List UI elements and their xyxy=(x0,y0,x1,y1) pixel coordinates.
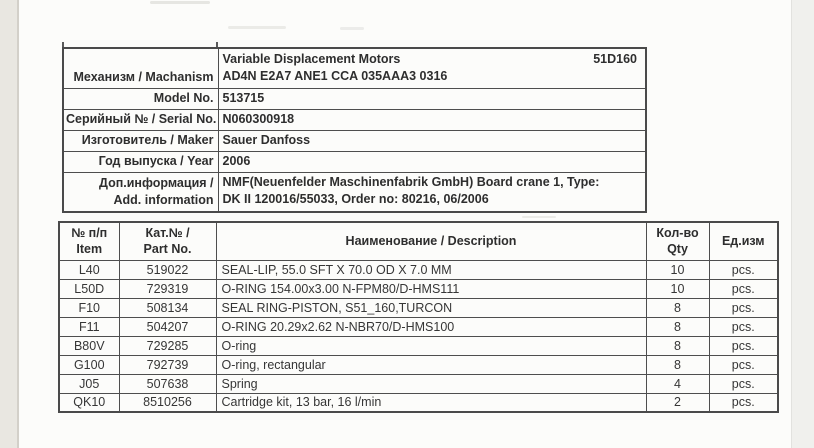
table-row xyxy=(59,393,778,412)
part-header-ru: Кат.№ / xyxy=(145,226,190,241)
description-cell: SEAL-LIP, 55.0 SFT X 70.0 OD X 7.0 MM xyxy=(216,260,646,279)
qty-cell: 10 xyxy=(646,279,709,298)
parts-list-table xyxy=(58,221,779,413)
add-info-value-line2: DK II 120016/55033, Order no: 80216, 06/2006 xyxy=(222,192,489,207)
description-cell: O-ring xyxy=(216,336,646,355)
item-cell: G100 xyxy=(59,355,119,374)
info-row-mechanism xyxy=(63,48,646,88)
part-no-cell: 504207 xyxy=(119,317,216,336)
info-row-model xyxy=(63,88,646,109)
machine-info-table xyxy=(62,47,647,213)
qty-cell: 8 xyxy=(646,317,709,336)
col-header-description: Наименование / Description xyxy=(216,222,646,260)
item-cell: F11 xyxy=(59,317,119,336)
unit-cell: pcs. xyxy=(709,298,778,317)
add-info-value xyxy=(218,172,646,212)
col-header-part-no xyxy=(119,222,216,260)
scan-artifact xyxy=(340,27,364,30)
item-cell: QK10 xyxy=(59,393,119,412)
table-row xyxy=(59,317,778,336)
add-info-label-ru: Доп.информация / xyxy=(99,176,214,190)
serial-value: N060300918 xyxy=(218,109,646,130)
unit-cell: pcs. xyxy=(709,317,778,336)
scan-left-margin xyxy=(0,0,19,448)
unit-cell: pcs. xyxy=(709,336,778,355)
description-cell: O-RING 154.00x3.00 N-FPM80/D-HMS111 xyxy=(216,279,646,298)
unit-cell: pcs. xyxy=(709,279,778,298)
description-cell: Cartridge kit, 13 bar, 16 l/min xyxy=(216,393,646,412)
scan-artifact xyxy=(522,216,556,218)
part-no-cell: 792739 xyxy=(119,355,216,374)
description-cell: O-ring, rectangular xyxy=(216,355,646,374)
qty-cell: 8 xyxy=(646,298,709,317)
item-cell: J05 xyxy=(59,374,119,393)
unit-cell: pcs. xyxy=(709,374,778,393)
part-no-cell: 519022 xyxy=(119,260,216,279)
parts-header-row xyxy=(59,222,778,260)
table-row xyxy=(59,336,778,355)
model-value: 513715 xyxy=(218,88,646,109)
add-info-label xyxy=(63,172,218,212)
table-row xyxy=(59,355,778,374)
info-row-year xyxy=(63,151,646,172)
part-no-cell: 508134 xyxy=(119,298,216,317)
scan-artifact xyxy=(150,1,210,4)
add-info-label-en: Add. information xyxy=(113,193,214,207)
unit-cell: pcs. xyxy=(709,393,778,412)
maker-value: Sauer Danfoss xyxy=(218,130,646,151)
info-row-add-info xyxy=(63,172,646,212)
qty-cell: 2 xyxy=(646,393,709,412)
description-cell: O-RING 20.29x2.62 N-NBR70/D-HMS100 xyxy=(216,317,646,336)
scan-right-margin xyxy=(791,0,814,448)
description-cell: SEAL RING-PISTON, S51_160,TURCON xyxy=(216,298,646,317)
qty-cell: 8 xyxy=(646,355,709,374)
info-row-maker xyxy=(63,130,646,151)
motor-model-code: AD4N E2A7 ANE1 CCA 035AAA3 0316 xyxy=(222,68,448,83)
col-header-item xyxy=(59,222,119,260)
table-row xyxy=(59,279,778,298)
part-header-en: Part No. xyxy=(143,242,192,257)
info-row-serial xyxy=(63,109,646,130)
year-label: Год выпуска / Year xyxy=(63,151,218,172)
mechanism-value xyxy=(218,48,646,88)
qty-cell: 4 xyxy=(646,374,709,393)
motor-type-text: Variable Displacement Motors xyxy=(222,51,401,66)
unit-cell: pcs. xyxy=(709,260,778,279)
year-value: 2006 xyxy=(218,151,646,172)
qty-header-ru: Кол-во xyxy=(656,226,699,241)
item-cell: L40 xyxy=(59,260,119,279)
part-no-cell: 729285 xyxy=(119,336,216,355)
item-header-ru: № п/п xyxy=(71,226,108,241)
col-header-unit: Ед.изм xyxy=(709,222,778,260)
maker-label: Изготовитель / Maker xyxy=(63,130,218,151)
scan-artifact xyxy=(228,26,286,29)
table-row xyxy=(59,260,778,279)
item-cell: B80V xyxy=(59,336,119,355)
table-row xyxy=(59,374,778,393)
item-header-en: Item xyxy=(76,242,103,257)
part-no-cell: 507638 xyxy=(119,374,216,393)
table-row xyxy=(59,298,778,317)
add-info-value-line1: NMF(Neuenfelder Maschinenfabrik GmbH) Board crane 1, Type: xyxy=(222,175,600,190)
item-cell: F10 xyxy=(59,298,119,317)
qty-cell: 8 xyxy=(646,336,709,355)
col-header-qty xyxy=(646,222,709,260)
item-cell: L50D xyxy=(59,279,119,298)
part-no-cell: 729319 xyxy=(119,279,216,298)
qty-cell: 10 xyxy=(646,260,709,279)
doc-code: 51D160 xyxy=(593,51,637,66)
part-no-cell: 8510256 xyxy=(119,393,216,412)
serial-label: Серийный № / Serial No. xyxy=(63,109,218,130)
unit-cell: pcs. xyxy=(709,355,778,374)
model-label: Model No. xyxy=(63,88,218,109)
mechanism-label: Механизм / Machanism xyxy=(63,48,218,88)
description-cell: Spring xyxy=(216,374,646,393)
qty-header-en: Qty xyxy=(667,242,688,257)
